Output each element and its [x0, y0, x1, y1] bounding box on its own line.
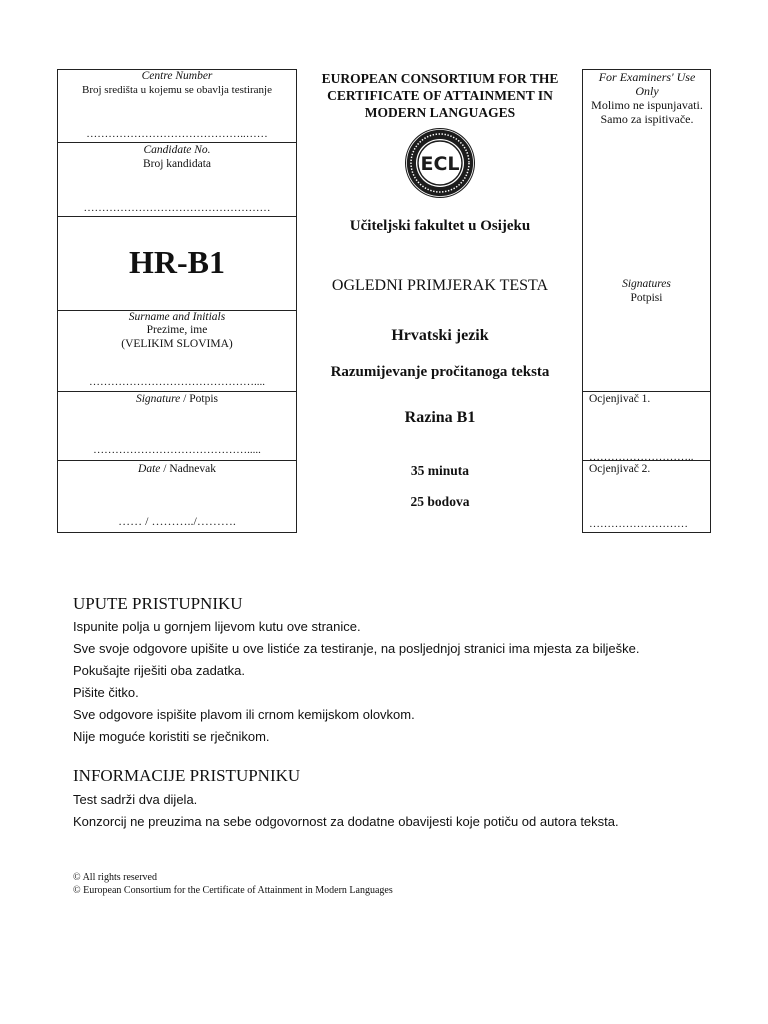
date-label-en: Date — [138, 463, 161, 475]
date-label — [57, 463, 297, 476]
divider — [57, 460, 297, 461]
examiners-note: Molimo ne ispunjavati. Samo za ispitivače. — [591, 98, 703, 126]
examiners-label: For Examiners' Use Only — [598, 70, 696, 98]
centre-number-field[interactable]: ……………………………………..…… — [86, 128, 268, 140]
signature-field[interactable]: ……………………………………..... — [93, 444, 261, 456]
faculty-name: Učiteljski fakultet u Osijeku — [349, 218, 531, 234]
candidate-no-label: Candidate No. — [143, 144, 211, 156]
instruction-line: Sve svoje odgovore upišite u ove listiće za testiranje, na posljednjoj stranici ima mjesta za bilješke. — [73, 641, 640, 656]
instruction-line: Ispunite polja u gornjem lijevom kutu ove stranice. — [73, 619, 361, 634]
ecl-logo — [401, 126, 479, 200]
rater2-label: Ocjenjivač 2. — [589, 463, 651, 475]
divider — [57, 142, 297, 143]
level-name: Razina B1 — [404, 409, 476, 426]
surname-field[interactable]: ……………………………………….... — [89, 376, 265, 388]
information-line: Test sadrži dva dijela. — [73, 792, 198, 807]
information-list — [73, 789, 733, 833]
surname-label-hr: Prezime, ime — [146, 324, 208, 336]
rights-text: All rights reserved — [82, 872, 157, 883]
copyright-icon: © — [73, 885, 81, 896]
footer-consortium — [73, 885, 393, 897]
date-label-hr: / Nadnevak — [160, 463, 216, 475]
instructions-list — [73, 616, 733, 748]
divider — [582, 460, 711, 461]
instruction-line: Sve odgovore ispišite plavom ili crnom kemijskom olovkom. — [73, 707, 415, 722]
centre-number-label: Centre Number — [141, 70, 213, 82]
logo-letters: ECL — [420, 153, 460, 175]
information-line: Konzorcij ne preuzima na sebe odgovornost za dodatne obavijesti koje potiču od autora teksta. — [73, 814, 619, 829]
consortium-title: EUROPEAN CONSORTIUM FOR THE CERTIFICATE OF ATTAINMENT IN MODERN LANGUAGES — [321, 71, 559, 120]
signature-label-hr: / Potpis — [180, 393, 218, 405]
signatures-label-hr: Potpisi — [630, 292, 663, 304]
divider — [57, 216, 297, 217]
instruction-line: Nije moguće koristiti se rječnikom. — [73, 729, 270, 744]
surname-label-caps: (VELIKIM SLOVIMA) — [121, 338, 233, 350]
candidate-no-field[interactable]: …………………………………………… — [83, 202, 271, 214]
footer-rights — [73, 872, 157, 884]
total-points: 25 bodova — [410, 494, 470, 509]
candidate-no-label-hr: Broj kandidata — [142, 158, 212, 170]
signature-label-en: Signature — [135, 393, 181, 405]
instruction-line: Pišite čitko. — [73, 685, 139, 700]
centre-number-label-hr: Broj središta u kojemu se obavlja testiranje — [81, 84, 272, 96]
copyright-icon: © — [73, 872, 81, 883]
divider — [582, 391, 711, 392]
time-limit: 35 minuta — [410, 463, 470, 478]
signature-label — [57, 393, 297, 406]
rater2-field[interactable]: ……………………… — [589, 518, 688, 530]
exam-code: HR-B1 — [129, 244, 225, 280]
surname-label: Surname and Initials — [128, 311, 226, 323]
information-heading: INFORMACIJE PRISTUPNIKU — [73, 766, 301, 785]
instruction-line: Pokušajte riješiti oba zadatka. — [73, 663, 245, 678]
consortium-text: European Consortium for the Certificate of Attainment in Modern Languages — [83, 885, 393, 896]
sample-test-title: OGLEDNI PRIMJERAK TESTA — [331, 277, 549, 294]
divider — [57, 391, 297, 392]
skill-name: Razumijevanje pročitanoga teksta — [330, 364, 550, 380]
rater1-label: Ocjenjivač 1. — [589, 393, 651, 405]
date-field[interactable]: …… / ………../………. — [118, 514, 236, 528]
signatures-label: Signatures — [622, 278, 671, 290]
ecl-seal-icon — [401, 126, 479, 200]
instructions-heading: UPUTE PRISTUPNIKU — [73, 594, 243, 613]
rater1-field[interactable]: ……………………….. — [589, 451, 694, 463]
language-name: Hrvatski jezik — [391, 327, 489, 344]
